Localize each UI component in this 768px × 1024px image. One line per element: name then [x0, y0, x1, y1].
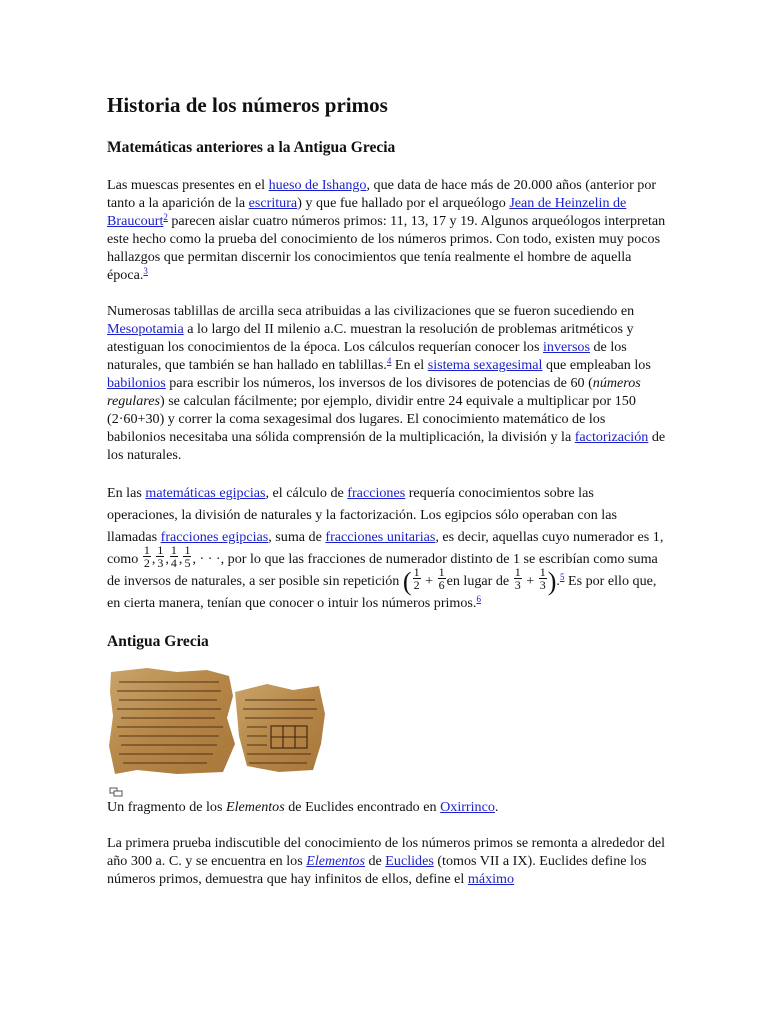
text: En el [391, 357, 428, 373]
text: Las muescas presentes en el [107, 177, 269, 193]
papyrus-fragment-image[interactable] [107, 666, 327, 776]
text: , es decir, aquellas cuyo numerador es 1, como [107, 529, 664, 567]
link-text: Elementos [306, 853, 365, 869]
page-title: Historia de los números primos [107, 93, 388, 117]
link-hueso-de-ishango[interactable]: hueso de Ishango [268, 177, 367, 193]
link-sistema-sexagesimal[interactable]: sistema sexagesimal [427, 357, 543, 373]
reference-marker [476, 594, 481, 604]
text: ) se calculan fácilmente; por ejemplo, dividir entre 24 equivale a multiplicar por 150 (2·60+30) y correr la coma sexagesimal dos lugares. El conocimiento matemático de los babilonios necesitaba una sólida comprensión de la multiplicación, la división y la [107, 393, 636, 445]
plus-sign: + [425, 573, 434, 589]
numerator: 1 [539, 565, 546, 580]
link-elementos[interactable] [306, 853, 365, 869]
link-jean-de-heinzelin[interactable]: Jean de Heinzelin de Braucourt [107, 195, 627, 229]
text: de los naturales. [107, 429, 666, 463]
image-caption [107, 798, 667, 816]
link-fracciones[interactable]: fracciones [347, 485, 406, 501]
text: Numerosas tablillas de arcilla seca atribuidas a las civilizaciones que se fueron sucediendo en [107, 303, 635, 319]
text: Un fragmento de los [107, 799, 226, 815]
numerator: 1 [184, 543, 191, 558]
section-heading-antigua-grecia: Antigua Grecia [107, 633, 209, 650]
text: parecen aislar cuatro números primos: 11, 13, 17 y 19. Algunos arqueólogos interpretan este hecho como la prueba del conocimiento de los números primos. Con todo, existen muy pocos hallazgos que permitan discernir los conocimientos que tenía realmente el hombre de aquella época. [107, 213, 666, 283]
text: ) y que fue hallado por el arqueólogo [297, 195, 510, 211]
reference-marker [143, 266, 148, 276]
text: , por lo que las fracciones de numerador distinto de 1 se escribían como suma de inversos de naturales, a ser posible sin repetición [107, 551, 658, 589]
reference-link-2[interactable]: 2 [163, 212, 168, 222]
paragraph-ishango [107, 176, 667, 284]
text: , suma de [268, 529, 326, 545]
link-fracciones-unitarias[interactable]: fracciones unitarias [325, 529, 436, 545]
fraction [413, 566, 421, 591]
link-maximo[interactable]: máximo [467, 871, 515, 887]
reference-link-4[interactable]: 4 [386, 356, 392, 366]
fraction [539, 566, 547, 591]
reference-link-5[interactable]: 5 [559, 572, 565, 582]
text: de [364, 853, 386, 869]
link-escritura[interactable]: escritura [248, 195, 298, 211]
link-babilonios[interactable]: babilonios [107, 375, 166, 391]
denominator: 6 [438, 578, 445, 593]
numerator: 1 [438, 565, 445, 580]
open-paren: ( [402, 566, 412, 596]
numerator: 1 [413, 565, 420, 580]
text: (tomos VII a IX). Euclides define los números primos, demuestra que hay infinitos de ellos, define el [107, 853, 647, 887]
text: requería conocimientos sobre las operaciones, la división de naturales y la factorización. Los egipcios sólo operaban con las llamadas [107, 485, 617, 545]
text: . [494, 799, 499, 815]
fraction [183, 544, 191, 569]
close-paren: ) [547, 566, 557, 596]
section-heading-pre-greek: Matemáticas anteriores a la Antigua Grecia [107, 139, 396, 156]
text: , que data de hace más de 20.000 años (anterior por tanto a la aparición de la [107, 177, 657, 211]
denominator: 4 [170, 556, 177, 571]
paragraph-euclides [107, 834, 667, 888]
fraction [438, 566, 446, 591]
denominator: 3 [157, 556, 164, 571]
text: La primera prueba indiscutible del conocimiento de los números primos se remonta a alrededor del año 300 a. C. y se encuentra en los [107, 835, 666, 869]
plus-sign: + [526, 573, 535, 589]
numerator: 1 [170, 543, 177, 558]
fraction [170, 544, 178, 569]
text: en lugar de [446, 573, 513, 589]
link-factorizacion[interactable]: factorización [574, 429, 649, 445]
text: que empleaban los [542, 357, 651, 373]
enlarge-icon[interactable] [109, 787, 123, 797]
emphasis: números regulares [107, 375, 641, 409]
link-euclides[interactable]: Euclides [385, 853, 434, 869]
fraction [156, 544, 164, 569]
text: de los naturales, que también se han hallado en tablillas. [107, 339, 627, 373]
denominator: 3 [514, 578, 521, 593]
text: Es por ello que, en cierta manera, tenían que conocer o intuir los números primos. [107, 573, 657, 611]
text: de Euclides encontrado en [284, 799, 441, 815]
denominator: 2 [413, 578, 420, 593]
numerator: 1 [143, 543, 150, 558]
text: a lo largo del II milenio a.C. muestran la resolución de problemas aritméticos y atestiguan los conocimientos de la época. Los cálculos requerían conocer los [107, 321, 634, 355]
text: , el cálculo de [265, 485, 348, 501]
paragraph-mesopotamia [107, 302, 667, 464]
fraction [143, 544, 151, 569]
article [107, 92, 667, 906]
link-oxirrinco[interactable]: Oxirrinco [440, 799, 495, 815]
numerator: 1 [514, 565, 521, 580]
emphasis: Elementos [226, 799, 285, 815]
reference-link-3[interactable]: 3 [143, 266, 148, 276]
text: para escribir los números, los inversos de los divisores de potencias de 60 ( [165, 375, 593, 391]
link-matematicas-egipcias[interactable]: matemáticas egipcias [145, 485, 266, 501]
denominator: 2 [143, 556, 150, 571]
reference-link-6[interactable]: 6 [476, 594, 481, 604]
text: En las [107, 485, 146, 501]
numerator: 1 [157, 543, 164, 558]
link-fracciones-egipcias[interactable]: fracciones egipcias [160, 529, 269, 545]
paragraph-egypt: En las matemáticas egipcias, el cálculo de fracciones requería conocimientos sobre las operaciones, la división de naturales y la factorización. Los egipcios sólo operaban con las llamadas fracciones egipcias, suma de fracciones unitarias, es decir, aquellas cuyo numerador es 1, como $\frac{1}{2}$ , $\frac{1}{3}$ , $\frac{1}{4}$ , $\frac{1}{5}$ , · · ·, por lo que las fracciones de numerador distinto de 1 se escribían como suma de inversos de naturales, a ser posible sin repetición ( $\frac{1}{2}$ + $\frac{1}{6}$ en lugar de $\frac{1}{3}$ + $\frac{1}{3}$ ).$^5$ Es por ello que, en cierta manera, tenían que conocer o intuir los números primos.$^6$ [107, 485, 664, 611]
link-mesopotamia[interactable]: Mesopotamia [107, 321, 184, 337]
denominator: 5 [184, 556, 191, 571]
link-inversos[interactable]: inversos [542, 339, 590, 355]
fraction [514, 566, 522, 591]
ellipsis: , · · · [192, 551, 221, 567]
denominator: 3 [539, 578, 546, 593]
